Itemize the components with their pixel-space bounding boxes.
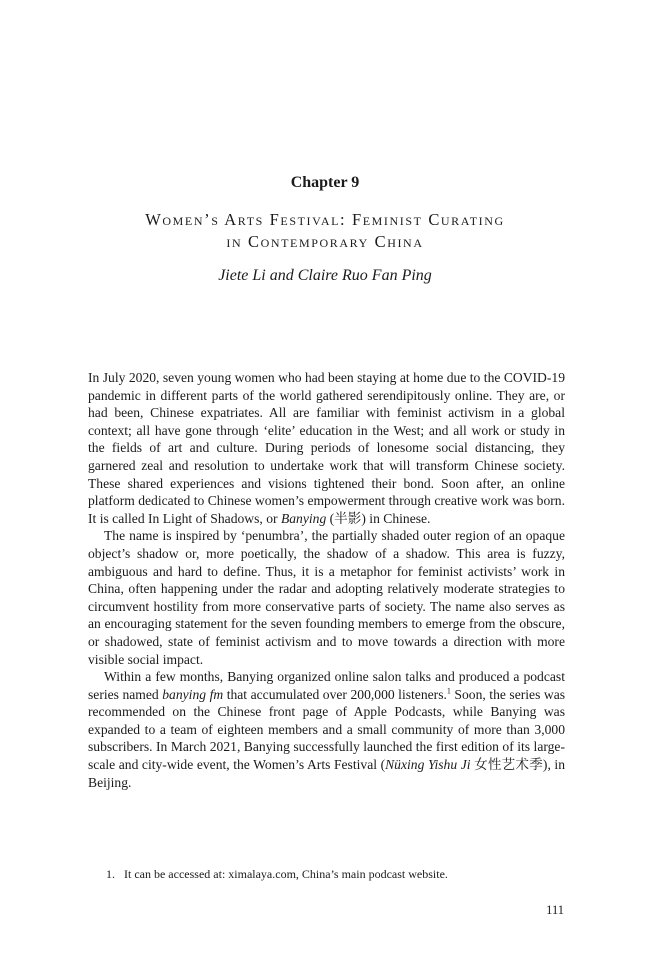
chapter-number: Chapter 9 <box>290 174 360 191</box>
paragraph-2: The name is inspired by ‘penumbra’, the partially shaded outer region of an opaque object’s shadow or, more poetically, the shadow of a shadow. This area is fuzzy, ambiguous and hard to define. Thus, it is a metaphor for feminist activists’ work in China, often happening under the radar and adopting relatively moderate strategies to circumvent hostility from more conservative parts of society. The name also serves as an encouraging statement for the seven founding members to emerge from the obscure, or shadowed, state of feminist activism and to move towards a direction with more visible social impact. <box>88 528 565 667</box>
paragraph-3-italic-podcast: banying fm <box>162 686 224 702</box>
paragraph-3 <box>88 668 565 791</box>
body-text <box>88 369 565 791</box>
footnote <box>106 867 576 882</box>
paragraph-1-italic-term: Banying <box>280 510 327 526</box>
paragraph-3-text-d: 女性艺术季), in Beijing. <box>88 757 565 790</box>
chapter-title-line-2: in Contemporary China <box>226 232 424 251</box>
chapter-title <box>60 209 590 253</box>
chapter-authors: Jiete Li and Claire Ruo Fan Ping <box>218 267 432 284</box>
paragraph-1-text-b: (半影) in Chinese. <box>329 510 431 526</box>
paragraph-3-italic-festival: Nüxing Yishu Ji <box>385 757 471 773</box>
paragraph-1-text-a: In July 2020, seven young women who had been staying at home due to the COVID-19 pandemic in different parts of the world gathered serendipitously online. They are, or had been, Chinese expatriates. All are familiar with feminist activism in a global context; all have gone through ‘elite’ education in the West; and all work or study in the fields of art and culture. During periods of lonesome social distancing, they garnered zeal and resolution to undertake work that will transform Chinese society. These shared experiences and visions tightened their bond. Soon after, an online platform dedicated to Chinese women’s empowerment through creative work was born. It is called In Light of Shadows, or <box>88 370 565 526</box>
paragraph-1 <box>88 369 565 527</box>
paragraph-3-text-b: that accumulated over 200,000 listeners. <box>226 686 447 702</box>
footnote-number: 1. <box>106 867 115 881</box>
chapter-title-line-1: Women’s Arts Festival: Feminist Curating <box>145 210 505 229</box>
footnote-reference[interactable]: 1 <box>446 686 451 696</box>
paragraph-3-text-a: Within a few months, Banying organized online salon talks and produced a podcast series named <box>88 669 565 702</box>
paragraph-3-text-c: Soon, the series was recommended on the Chinese front page of Apple Podcasts, while Banying was expanded to a team of eighteen members and a small community of more than 3,000 subscribers. In March 2021, Banying successfully launched the first edition of its large-scale and city-wide event, the Women’s Arts Festival ( <box>88 686 566 773</box>
page-number: 111 <box>546 903 564 917</box>
footnote-text: It can be accessed at: ximalaya.com, China’s main podcast website. <box>124 867 448 881</box>
